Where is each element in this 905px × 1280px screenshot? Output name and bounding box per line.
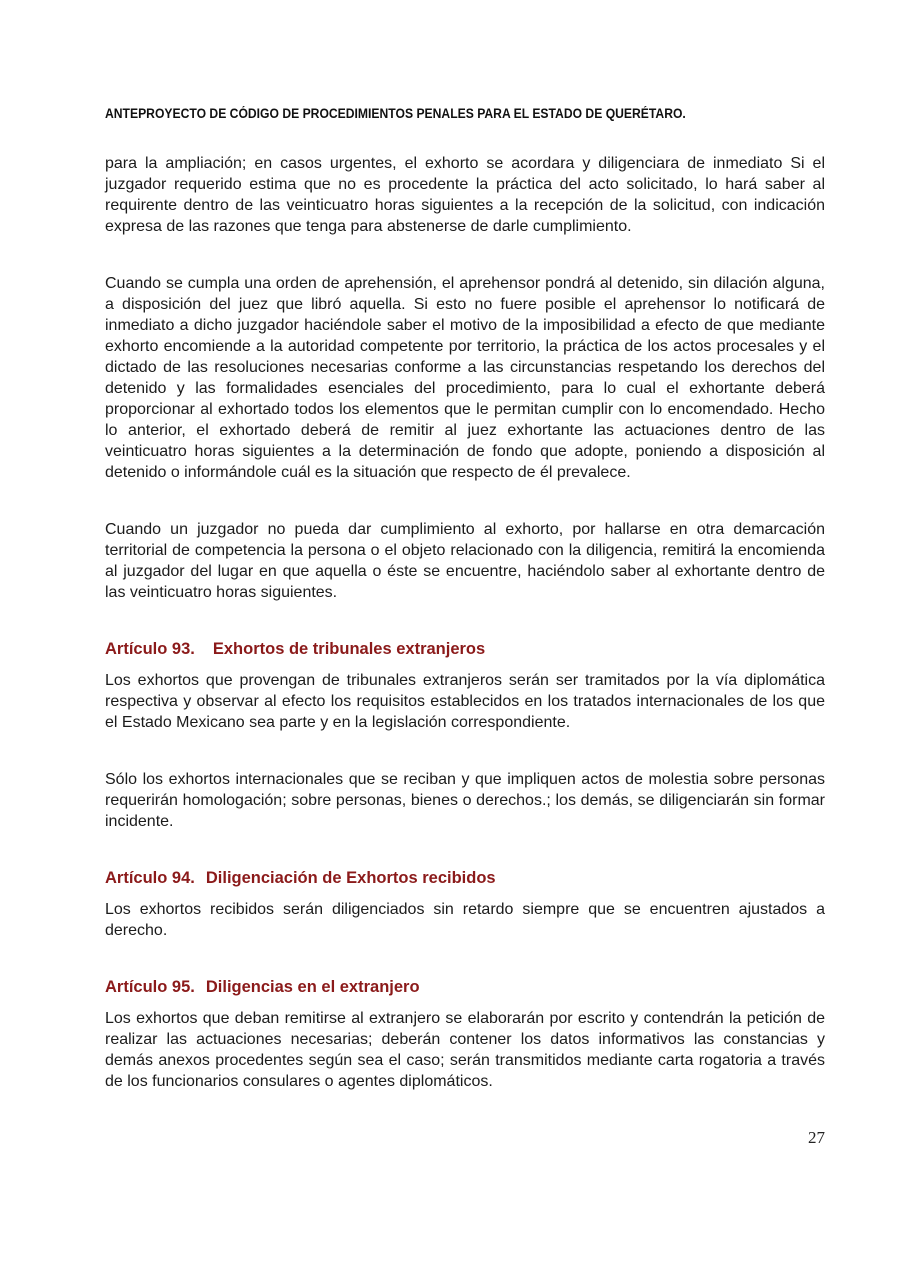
article-93-title: Exhortos de tribunales extranjeros bbox=[212, 640, 486, 658]
article-95-title: Diligencias en el extranjero bbox=[205, 978, 420, 996]
page-number: 27 bbox=[808, 1128, 825, 1147]
article-94-title: Diligenciación de Exhortos recibidos bbox=[205, 869, 496, 887]
article-93-number: Artículo 93. bbox=[105, 640, 195, 658]
paragraph-orden-aprehension: Cuando se cumpla una orden de aprehensión, el aprehensor pondrá al detenido, sin dilación alguna, a disposición del juez que libró aquella. Si esto no fuere posible el aprehensor lo notificará de inmediato a dicho juzgador haciéndole saber el motivo de la imposibilidad a efecto de que mediante exhorto encomiende a la autoridad competente por territorio, la práctica de los actos procesales y el dictado de las resoluciones necesarias conforme a las circunstancias respetando los derechos del detenido y las formalidades esenciales del procedimiento, para lo cual el exhortante deberá proporcionar al exhortado todos los elementos que le permitan cumplir con lo encomendado. Hecho lo anterior, el exhortado deberá de remitir al juez exhortante las actuaciones dentro de las veinticuatro horas siguientes a la determinación de fondo que adopte, poniendo a disposición al detenido o informándole cuál es la situación que respecto de él prevalece. bbox=[105, 275, 825, 481]
paragraph-exhortos-al-extranjero: Los exhortos que deban remitirse al extranjero se elaborarán por escrito y contendrán la petición de realizar las actuaciones necesarias; deberán contener los datos informativos las constancias y demás anexos procedentes según sea el caso; serán transmitidos mediante carta rogatoria a través de los funcionarios consulares o agentes diplomáticos. bbox=[105, 1010, 825, 1090]
paragraph-juzgador-sin-competencia: Cuando un juzgador no pueda dar cumplimiento al exhorto, por hallarse en otra demarcación territorial de competencia la persona o el objeto relacionado con la diligencia, remitirá la encomienda al juzgador del lugar en que aquella o éste se encuentre, haciéndolo saber al exhortante dentro de las veinticuatro horas siguientes. bbox=[105, 521, 825, 601]
article-93-heading bbox=[105, 639, 825, 660]
article-95-heading bbox=[105, 977, 825, 998]
document-header: ANTEPROYECTO DE CÓDIGO DE PROCEDIMIENTOS PENALES PARA EL ESTADO DE QUERÉTARO. bbox=[105, 106, 686, 121]
article-95-number: Artículo 95. bbox=[105, 978, 195, 996]
paragraph-homologacion: Sólo los exhortos internacionales que se reciban y que impliquen actos de molestia sobre personas requerirán homologación; sobre personas, bienes o derechos.; los demás, se diligenciarán sin formar incidente. bbox=[105, 771, 825, 830]
paragraph-exhortos-recibidos: Los exhortos recibidos serán diligenciados sin retardo siempre que se encuentren ajustados a derecho. bbox=[105, 901, 825, 939]
article-94-heading bbox=[105, 868, 825, 889]
document-content bbox=[105, 106, 825, 1148]
paragraph-exhorto-urgente: para la ampliación; en casos urgentes, el exhorto se acordara y diligenciara de inmediato Si el juzgador requerido estima que no es procedente la práctica del acto solicitado, lo hará saber al requirente dentro de las veinticuatro horas siguientes a la recepción de la solicitud, con indicación expresa de las razones que tenga para abstenerse de darle cumplimiento. bbox=[105, 155, 825, 235]
article-94-number: Artículo 94. bbox=[105, 869, 195, 887]
paragraph-exhortos-extranjeros: Los exhortos que provengan de tribunales extranjeros serán ser tramitados por la vía diplomática respectiva y observar al efecto los requisitos establecidos en los tratados internacionales de los que el Estado Mexicano sea parte y en la legislación correspondiente. bbox=[105, 672, 825, 731]
